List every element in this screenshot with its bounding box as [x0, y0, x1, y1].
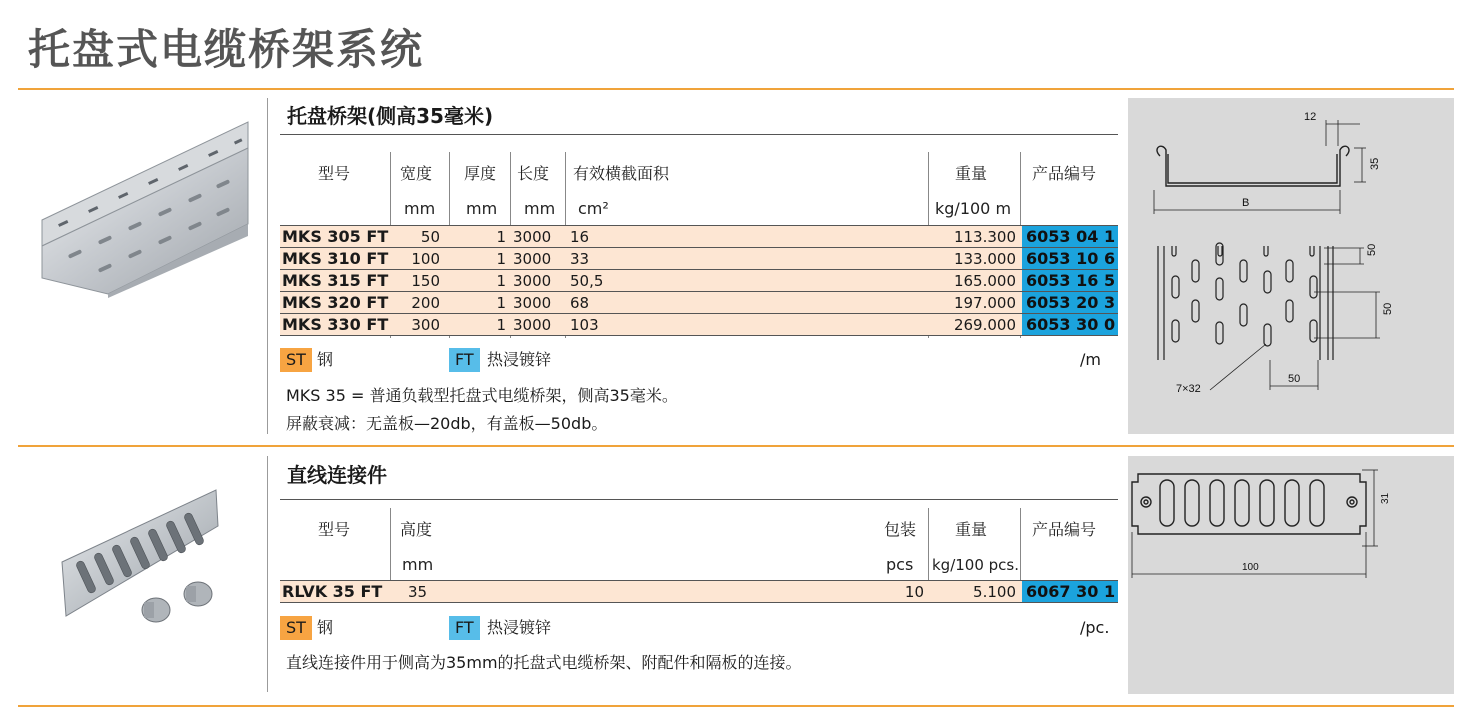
dim-holes: 7×32: [1176, 383, 1201, 395]
row-width: 300: [411, 316, 440, 334]
row-weight: 269.000: [953, 316, 1016, 334]
row-model: MKS 330 FT: [282, 315, 389, 334]
col-height: 高度: [400, 520, 433, 539]
col-thickness: 厚度: [464, 164, 497, 183]
row-thickness: 1: [496, 316, 506, 334]
col-model: 型号: [318, 520, 351, 539]
dim-b: B: [1242, 197, 1250, 209]
st-tag: ST: [280, 348, 312, 372]
row-area: 50,5: [570, 272, 604, 290]
row-code: 6053 20 3: [1022, 292, 1118, 314]
st-label: 钢: [317, 618, 334, 637]
row-pack: 10: [904, 583, 924, 601]
note-line: MKS 35 = 普通负载型托盘式电缆桥架，侧高35毫米。: [286, 386, 678, 405]
row-width: 100: [411, 250, 440, 268]
bottom-rule: [18, 705, 1454, 707]
row-area: 68: [570, 294, 590, 312]
row-model: MKS 315 FT: [282, 271, 389, 290]
row-weight: 133.000: [953, 250, 1016, 268]
col-area: 有效横截面积: [573, 164, 670, 183]
ft-label: 热浸镀锌: [487, 618, 552, 637]
row-thickness: 1: [496, 272, 506, 290]
tray-section-title: 托盘桥架(侧高35毫米): [287, 104, 494, 128]
row-thickness: 1: [496, 250, 506, 268]
st-tag: ST: [280, 616, 312, 640]
row-code: 6053 04 1: [1022, 226, 1118, 248]
dim-31: 31: [1380, 492, 1391, 504]
row-weight: 5.100: [973, 583, 1016, 601]
col-code: 产品编号: [1032, 520, 1097, 539]
connector-section-title: 直线连接件: [287, 463, 387, 487]
table-row: [280, 248, 1118, 270]
row-area: 103: [570, 316, 599, 334]
table-top-rule: [280, 499, 1118, 500]
row-length: 3000: [513, 272, 552, 290]
note-line: 直线连接件用于侧高为35mm的托盘式电缆桥架、附配件和隔板的连接。: [286, 653, 802, 672]
col-length: 长度: [517, 164, 550, 183]
row-code: 6067 30 1: [1022, 581, 1118, 603]
section-divider: [267, 456, 268, 692]
col-thickness-unit: mm: [466, 199, 498, 218]
col-pack: 包装: [884, 520, 917, 539]
row-code: 6053 30 0: [1022, 314, 1118, 336]
unit-label: /m: [1080, 350, 1101, 369]
table-row: [280, 292, 1118, 314]
row-model: MKS 305 FT: [282, 227, 389, 246]
ft-tag: FT: [449, 616, 480, 640]
row-model: RLVK 35 FT: [282, 582, 383, 601]
dim-100: 100: [1242, 562, 1259, 573]
col-width-unit: mm: [404, 199, 436, 218]
unit-label: /pc.: [1080, 618, 1110, 637]
page-title: 托盘式电缆桥架系统: [28, 25, 425, 74]
row-height: 35: [408, 583, 428, 601]
section-rule: [18, 445, 1454, 447]
col-length-unit: mm: [524, 199, 556, 218]
col-height-unit: mm: [402, 555, 434, 574]
row-width: 150: [411, 272, 440, 290]
row-length: 3000: [513, 294, 552, 312]
connector-photo: [48, 482, 228, 632]
row-code: 6053 10 6: [1022, 248, 1118, 270]
col-model: 型号: [318, 164, 351, 183]
section-divider: [267, 98, 268, 434]
col-width: 宽度: [400, 164, 433, 183]
dim-50-top: 50: [1366, 243, 1378, 256]
col-pack-unit: pcs: [886, 555, 914, 574]
row-model: MKS 320 FT: [282, 293, 389, 312]
st-label: 钢: [317, 350, 334, 369]
row-thickness: 1: [496, 294, 506, 312]
col-code: 产品编号: [1032, 164, 1097, 183]
cable-tray-photo: [38, 112, 250, 298]
ft-label: 热浸镀锌: [487, 350, 552, 369]
note-line: 屏蔽衰减：无盖板—20db，有盖板—50db。: [286, 414, 608, 433]
tray-dimension-drawing: [1128, 98, 1454, 434]
row-width: 50: [420, 228, 440, 246]
table-row: [280, 270, 1118, 292]
col-weight-unit: kg/100 m: [935, 199, 1012, 218]
row-weight: 165.000: [953, 272, 1016, 290]
dim-35: 35: [1369, 157, 1381, 170]
connector-dimension-drawing: [1128, 456, 1454, 694]
dim-12: 12: [1304, 111, 1317, 123]
row-length: 3000: [513, 228, 552, 246]
top-divider: [18, 88, 1454, 90]
row-area: 33: [570, 250, 590, 268]
row-length: 3000: [513, 316, 552, 334]
row-weight: 113.300: [953, 228, 1016, 246]
col-area-unit: cm²: [578, 199, 609, 218]
col-weight: 重量: [955, 164, 988, 183]
table-row: [280, 226, 1118, 248]
dim-50-side: 50: [1382, 302, 1394, 315]
col-weight-unit: kg/100 pcs.: [932, 556, 1020, 574]
table-row: [280, 581, 1118, 603]
row-length: 3000: [513, 250, 552, 268]
row-model: MKS 310 FT: [282, 249, 389, 268]
row-code: 6053 16 5: [1022, 270, 1118, 292]
dim-50-bottom: 50: [1288, 373, 1301, 385]
row-area: 16: [570, 228, 590, 246]
ft-tag: FT: [449, 348, 480, 372]
row-width: 200: [411, 294, 440, 312]
col-weight: 重量: [955, 520, 988, 539]
table-row: [280, 314, 1118, 336]
row-weight: 197.000: [953, 294, 1016, 312]
table-top-rule: [280, 134, 1118, 135]
row-thickness: 1: [496, 228, 506, 246]
